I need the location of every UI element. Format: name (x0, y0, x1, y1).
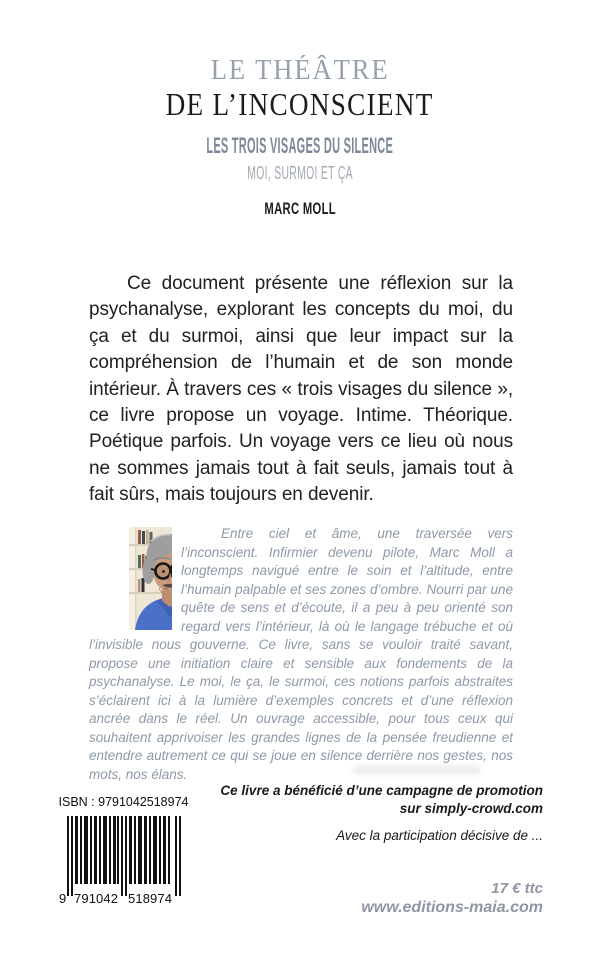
barcode-group2: 518974 (127, 891, 172, 906)
author-bio-text: Entre ciel et âme, une traversée vers l’inconscient. Infirmier devenu pilote, Marc Moll a longtemps navigué entre le soin et l’altitude, entre l’humain palpable et ses zones d’ombre. Nourri par une quête de sens et d’écoute, il a peu à peu orienté son regard vers l’intérieur, là où le langage trébuche et où l’invisible nous gouverne. Ce livre, sans se vouloir traité savant, propose une initiation claire et sensible aux fondements de la psychanalyse. Le moi, le ça, le surmoi, ces notions parfois abstraites s’éclairent ici à la lumière d’exemples concrets et d’une réflexion ancrée dans le réel. Un ouvrage accessible, pour tous ceux qui souhaitent apprivoiser les grandes lignes de la pensée freudienne et entendre autrement ce qui se joue en silence derrière nos gestes, nos mots, nos élans. (89, 526, 513, 782)
book-subtitle-text: LES TROIS VISAGES DU SILENCE (206, 133, 394, 158)
price-block (361, 879, 543, 918)
book-subsubtitle-text: MOI, SURMOI ET ÇA (247, 163, 353, 183)
barcode-group1: 791042 (73, 891, 118, 906)
book-title-line2 (0, 86, 600, 123)
book-title-line1-text: LE THÉÂTRE (210, 55, 390, 86)
promo-line1: Ce livre a bénéficié d’une campagne de promotion (220, 783, 543, 798)
price-text: 17 € ttc (491, 880, 543, 897)
publisher-website: www.editions-maia.com (361, 899, 543, 916)
book-subsubtitle (0, 163, 600, 184)
barcode-lead-digit: 9 (58, 891, 66, 906)
author-bio-section (89, 525, 513, 784)
isbn-label: ISBN : 9791042518974 (58, 795, 189, 809)
promo-line2: sur simply-crowd.com (399, 800, 543, 816)
book-title-line1 (0, 55, 600, 87)
isbn-block (57, 795, 190, 906)
synopsis-paragraph: Ce document présente une réflexion sur la psychanalyse, explorant les concepts du moi, du ça et du surmoi, ainsi que leur impact sur la compréhension de l’humain et de son monde intérieur. À travers ces « trois visages du silence », ce livre propose un voyage. Intime. Théorique. Poétique parfois. Un voyage vers ce lieu où nous ne sommes jamais tout à fait seuls, jamais tout à fait sûrs, mais toujours en devenir. (89, 273, 513, 506)
book-title-line2-text: DE L’INCONSCIENT (166, 86, 434, 122)
participation-line: Avec la participation décisive de ... (336, 828, 543, 843)
author-name (0, 199, 600, 219)
author-name-text: MARC MOLL (264, 199, 336, 218)
author-photo-illustration (129, 527, 172, 630)
promo-block (220, 782, 543, 843)
barcode (59, 814, 189, 906)
blurred-text-artifact (353, 766, 481, 774)
book-subtitle (0, 133, 600, 159)
author-photo (89, 527, 172, 630)
